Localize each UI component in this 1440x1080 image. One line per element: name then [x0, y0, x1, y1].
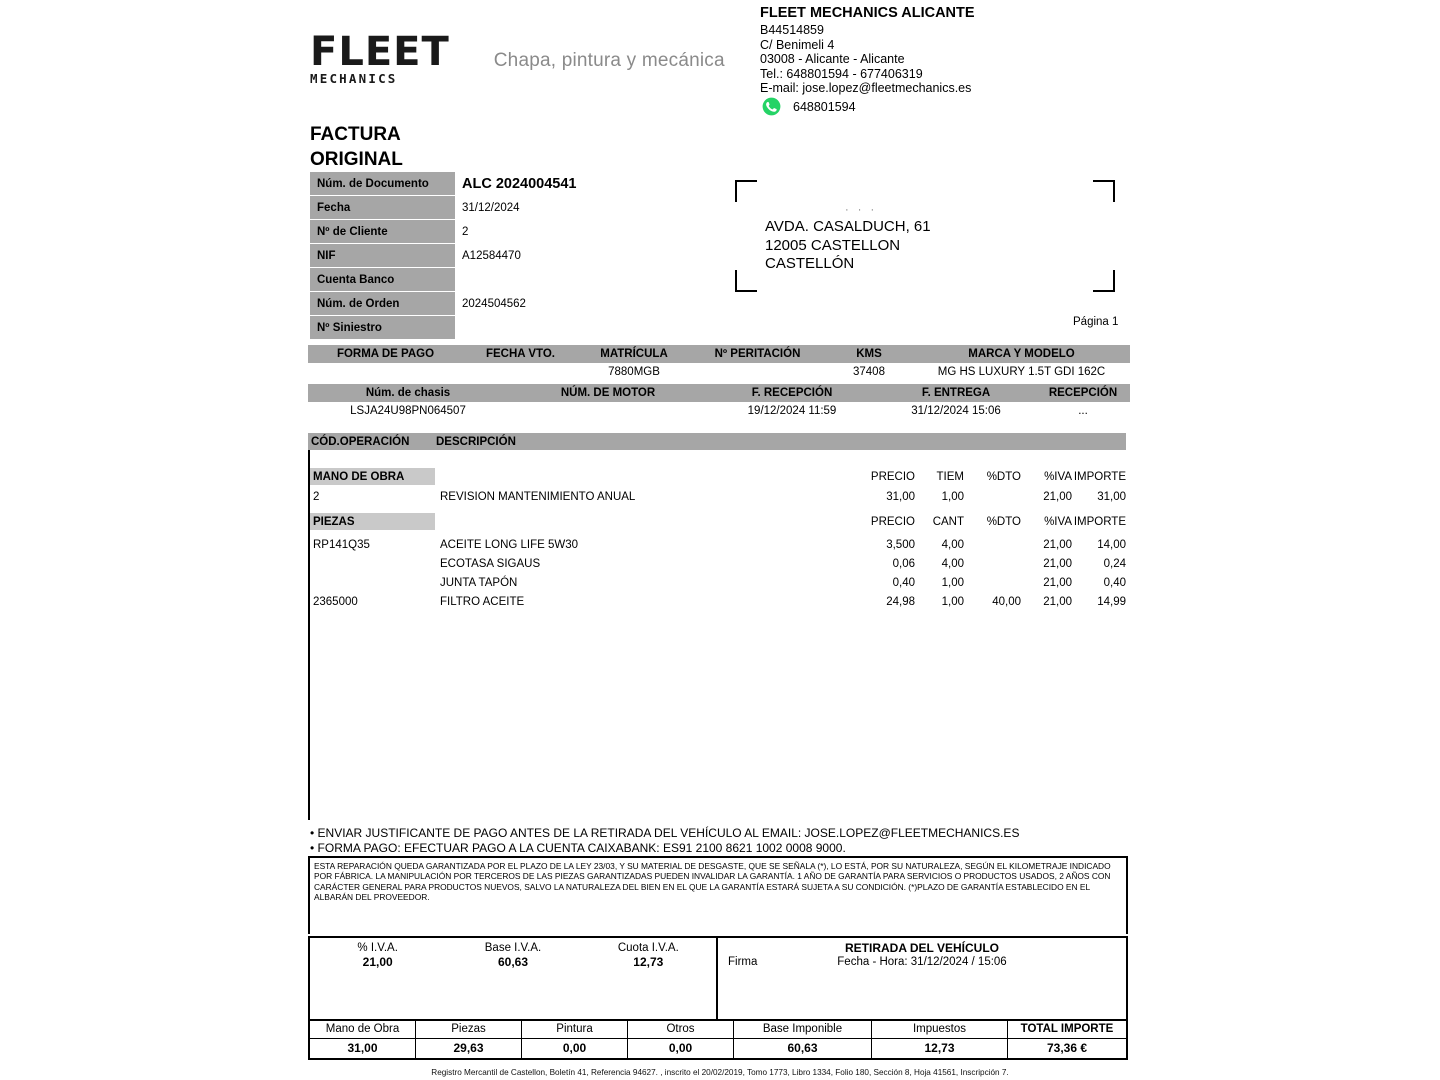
col-motor: NÚM. DE MOTOR — [560, 387, 656, 399]
doc-label-nif: NIF — [310, 244, 455, 267]
row-precio: 0,40 — [892, 577, 915, 589]
note-line-1: • ENVIAR JUSTIFICANTE DE PAGO ANTES DE LA RETIRADA DEL VEHÍCULO AL EMAIL: JOSE.LOPEZ@FLEETMECHANICS.ES — [310, 826, 1020, 840]
doc-label-cliente: Nº de Cliente — [310, 220, 455, 243]
tax-base-value: 60,63 — [497, 955, 528, 969]
doc-value-cliente: 2 — [455, 220, 600, 243]
company-details — [760, 5, 975, 96]
row-cant: 4,00 — [941, 558, 964, 570]
crop-mark-top-left — [735, 180, 757, 202]
customer-address-block — [735, 180, 1115, 292]
row-desc: ECOTASA SIGAUS — [440, 558, 541, 570]
parts-col-precio: PRECIO — [870, 515, 915, 528]
company-city: 03008 - Alicante - Alicante — [760, 52, 905, 67]
whatsapp-number: 648801594 — [793, 99, 856, 114]
table-row — [310, 220, 600, 243]
row-cod: 2 — [313, 491, 320, 503]
total-col-impuestos: Impuestos — [872, 1021, 1008, 1038]
table-row — [310, 593, 1128, 611]
totals-header-row — [310, 1021, 1126, 1039]
total-val-otros: 0,00 — [628, 1039, 734, 1058]
legal-warranty-box — [308, 856, 1128, 934]
row-dto: 40,00 — [992, 596, 1021, 608]
col-forma-pago: FORMA DE PAGO — [336, 348, 435, 360]
row-importe: 14,00 — [1097, 539, 1126, 551]
vehicle-table-1-header — [308, 345, 1130, 363]
company-logo — [310, 29, 725, 88]
vehicle-table-payment — [308, 345, 1130, 381]
tax-base-cell — [445, 938, 580, 1019]
total-col-mano-obra: Mano de Obra — [310, 1021, 416, 1038]
payment-notes — [310, 826, 1128, 855]
col-fecha-vto: FECHA VTO. — [485, 348, 555, 360]
col-chasis: Núm. de chasis — [365, 387, 451, 399]
col-peritacion: Nº PERITACIÓN — [714, 348, 801, 360]
total-val-pintura: 0,00 — [522, 1039, 628, 1058]
row-importe: 14,99 — [1097, 596, 1126, 608]
labour-col-iva: %IVA — [1044, 470, 1072, 483]
total-val-total-importe: 73,36 € — [1046, 1041, 1088, 1055]
parts-col-cant: CANT — [932, 515, 964, 528]
company-tax-id: B44514859 — [760, 23, 824, 37]
company-phone: Tel.: 648801594 - 677406319 — [760, 66, 923, 81]
crop-mark-top-right — [1093, 180, 1115, 202]
row-cant: 4,00 — [941, 539, 964, 551]
labour-col-importe: IMPORTE — [1073, 470, 1126, 483]
row-importe: 31,00 — [1097, 491, 1126, 503]
vehicle-table-2-header — [308, 384, 1130, 402]
val-matricula: 7880MGB — [608, 366, 660, 378]
group-label-piezas: PIEZAS — [310, 513, 435, 530]
val-f-entrega: 31/12/2024 15:06 — [911, 405, 1001, 417]
items-table-header — [308, 433, 1126, 450]
tax-cuota-label: Cuota I.V.A. — [617, 942, 679, 954]
row-desc: REVISION MANTENIMIENTO ANUAL — [440, 491, 636, 503]
totals-values-row — [310, 1039, 1126, 1058]
row-precio: 0,06 — [892, 558, 915, 570]
total-col-total-importe: TOTAL IMPORTE — [1020, 1023, 1114, 1035]
col-f-entrega: F. ENTREGA — [921, 387, 991, 399]
table-row — [310, 555, 1128, 573]
crop-mark-bottom-left — [735, 270, 757, 292]
doc-value-fecha: 31/12/2024 — [455, 196, 600, 219]
doc-label-orden: Núm. de Orden — [310, 292, 455, 315]
title-factura: FACTURA — [310, 124, 401, 145]
total-val-piezas: 29,63 — [416, 1039, 522, 1058]
labour-col-tiem: TIEM — [936, 470, 964, 483]
page-header — [0, 0, 1440, 125]
tax-summary-left — [310, 938, 718, 1019]
company-street: C/ Benimeli 4 — [760, 37, 835, 52]
logo-fleet-text: FLEET — [310, 29, 450, 75]
total-col-pintura: Pintura — [522, 1021, 628, 1038]
parts-col-importe: IMPORTE — [1073, 515, 1126, 528]
address-line-2: 12005 CASTELLON — [765, 236, 901, 254]
row-precio: 3,500 — [886, 539, 915, 551]
val-recepcion: ... — [1078, 405, 1088, 417]
row-iva: 21,00 — [1043, 577, 1072, 589]
address-line-1: AVDA. CASALDUCH, 61 — [765, 218, 931, 235]
total-val-impuestos: 12,73 — [872, 1039, 1008, 1058]
doc-value-orden: 2024504562 — [455, 292, 600, 315]
page-number: Página 1 — [1073, 316, 1119, 328]
val-f-recepcion: 19/12/2024 11:59 — [747, 405, 837, 417]
table-row — [310, 268, 600, 291]
total-col-base-imponible: Base Imponible — [734, 1021, 872, 1038]
col-marca-modelo: MARCA Y MODELO — [968, 348, 1075, 360]
doc-label-cuenta: Cuenta Banco — [310, 268, 455, 291]
page-title — [310, 122, 403, 172]
vehicle-table-1-row — [308, 363, 1130, 381]
total-val-mano-obra: 31,00 — [310, 1039, 416, 1058]
crop-mark-bottom-right — [1093, 270, 1115, 292]
table-row — [310, 244, 600, 267]
col-f-recepcion: F. RECEPCIÓN — [751, 387, 833, 399]
address-dots: · · · — [845, 204, 878, 216]
labour-col-dto: %DTO — [986, 470, 1021, 483]
doc-value-numero: ALC 2024004541 — [455, 172, 600, 195]
parts-col-dto: %DTO — [986, 515, 1021, 528]
company-email: E-mail: jose.lopez@fleetmechanics.es — [760, 81, 972, 96]
tax-pct-label: % I.V.A. — [357, 942, 398, 954]
title-original: ORIGINAL — [310, 149, 403, 170]
row-precio: 31,00 — [886, 491, 915, 503]
col-kms: KMS — [856, 348, 882, 360]
row-cant: 1,00 — [941, 596, 964, 608]
total-val-base-imponible: 60,63 — [734, 1039, 872, 1058]
val-chasis: LSJA24U98PN064507 — [350, 405, 466, 417]
row-cant: 1,00 — [941, 577, 964, 589]
address-lines — [765, 218, 931, 274]
doc-value-nif: A12584470 — [455, 244, 600, 267]
table-row — [310, 292, 600, 315]
row-precio: 24,98 — [886, 596, 915, 608]
tax-pct-value: 21,00 — [362, 955, 393, 969]
vehicle-table-2-row — [308, 402, 1130, 420]
col-descripcion: DESCRIPCIÓN — [436, 435, 516, 448]
logo-tagline: Chapa, pintura y mecánica — [493, 49, 725, 71]
table-row — [310, 488, 1128, 506]
val-marca-modelo: MG HS LUXURY 1.5T GDI 162C — [937, 366, 1106, 378]
row-desc: JUNTA TAPÓN — [440, 577, 518, 589]
totals-grid — [308, 1020, 1128, 1060]
items-table-body — [308, 450, 1126, 820]
pickup-datetime: Fecha - Hora: 31/12/2024 / 15:06 — [837, 956, 1007, 968]
table-row — [310, 316, 600, 339]
doc-label-numero: Núm. de Documento — [310, 172, 455, 195]
pickup-title: RETIRADA DEL VEHÍCULO — [844, 941, 999, 955]
parts-col-iva: %IVA — [1044, 515, 1072, 528]
tax-cuota-cell — [581, 938, 716, 1019]
col-cod-operacion: CÓD.OPERACIÓN — [311, 435, 410, 448]
company-name: FLEET MECHANICS ALICANTE — [760, 5, 975, 21]
tax-cuota-value: 12,73 — [633, 955, 664, 969]
document-info-table — [310, 172, 600, 340]
row-importe: 0,40 — [1103, 577, 1126, 589]
pickup-firma-label: Firma — [728, 956, 758, 968]
whatsapp-icon — [762, 97, 781, 116]
doc-label-siniestro: Nº Siniestro — [310, 316, 455, 339]
whatsapp-contact — [762, 97, 856, 116]
row-cod: 2365000 — [313, 596, 358, 608]
table-row — [310, 196, 600, 219]
labour-col-precio: PRECIO — [870, 470, 915, 483]
doc-value-cuenta — [455, 268, 600, 291]
row-desc: ACEITE LONG LIFE 5W30 — [440, 539, 579, 551]
footer-registry-text: Registro Mercantil de Castellon, Boletín 41, Referencia 94627. , inscrito el 20/02/2019, Tomo 1773, Libro 1334, Folio 180, Sección 8, Hoja 41561, Inscripción 7. — [431, 1068, 1009, 1077]
row-iva: 21,00 — [1043, 539, 1072, 551]
tax-base-label: Base I.V.A. — [484, 942, 542, 954]
pickup-signature-box — [718, 938, 1126, 1019]
note-line-2: • FORMA PAGO: EFECTUAR PAGO A LA CUENTA CAIXABANK: ES91 2100 8621 1002 0008 9000. — [310, 840, 846, 855]
row-tiem: 1,00 — [941, 491, 964, 503]
total-col-piezas: Piezas — [416, 1021, 522, 1038]
doc-label-fecha: Fecha — [310, 196, 455, 219]
col-matricula: MATRÍCULA — [600, 348, 668, 360]
table-row — [310, 172, 600, 195]
tax-pct-cell — [310, 938, 445, 1019]
row-importe: 0,24 — [1103, 558, 1126, 570]
col-recepcion: RECEPCIÓN — [1048, 387, 1118, 399]
group-label-mano-de-obra: MANO DE OBRA — [310, 468, 435, 485]
row-iva: 21,00 — [1043, 558, 1072, 570]
logo-wordmark — [310, 29, 450, 86]
logo-mechanics-text: MECHANICS — [310, 71, 398, 86]
vehicle-table-chassis — [308, 384, 1130, 420]
row-iva: 21,00 — [1043, 491, 1072, 503]
legal-warranty-text: ESTA REPARACIÓN QUEDA GARANTIZADA POR EL PLAZO DE LA LEY 23/03, Y SU MATERIAL DE DESGASTE, QUE SE SEÑALA (*), LO ESTÁ, POR SU NATURALEZA, SEGÚN EL KILOMETRAJE INDICADO POR FÁBRICA. LA MANIPULACIÓN POR TERCEROS DE LAS PIEZAS GARANTIZADAS PUEDEN INVALIDAR LA GARANTÍA. 1 AÑO DE GARANTÍA PARA SERVICIOS O PRODUCTOS USADOS, 2 AÑOS CON CARÁCTER GENERAL PARA PRODUCTOS NUEVOS, SALVO LA NATURALEZA DEL BIEN EN EL QUE LA GARANTÍA ESTARÁ SUJETA A SU CONDICIÓN. (*)PLAZO DE GARANTÍA ESTABLECIDO EN EL ALBARÁN DEL PROVEEDOR. — [314, 861, 1111, 903]
table-row — [310, 574, 1128, 592]
row-cod: RP141Q35 — [313, 539, 370, 551]
doc-value-siniestro — [455, 316, 600, 339]
address-line-3: CASTELLÓN — [765, 255, 855, 272]
tax-summary-section — [308, 936, 1128, 1020]
row-desc: FILTRO ACEITE — [440, 596, 525, 608]
total-col-otros: Otros — [628, 1021, 734, 1038]
row-iva: 21,00 — [1043, 596, 1072, 608]
val-kms: 37408 — [853, 366, 885, 378]
table-row — [310, 536, 1128, 554]
